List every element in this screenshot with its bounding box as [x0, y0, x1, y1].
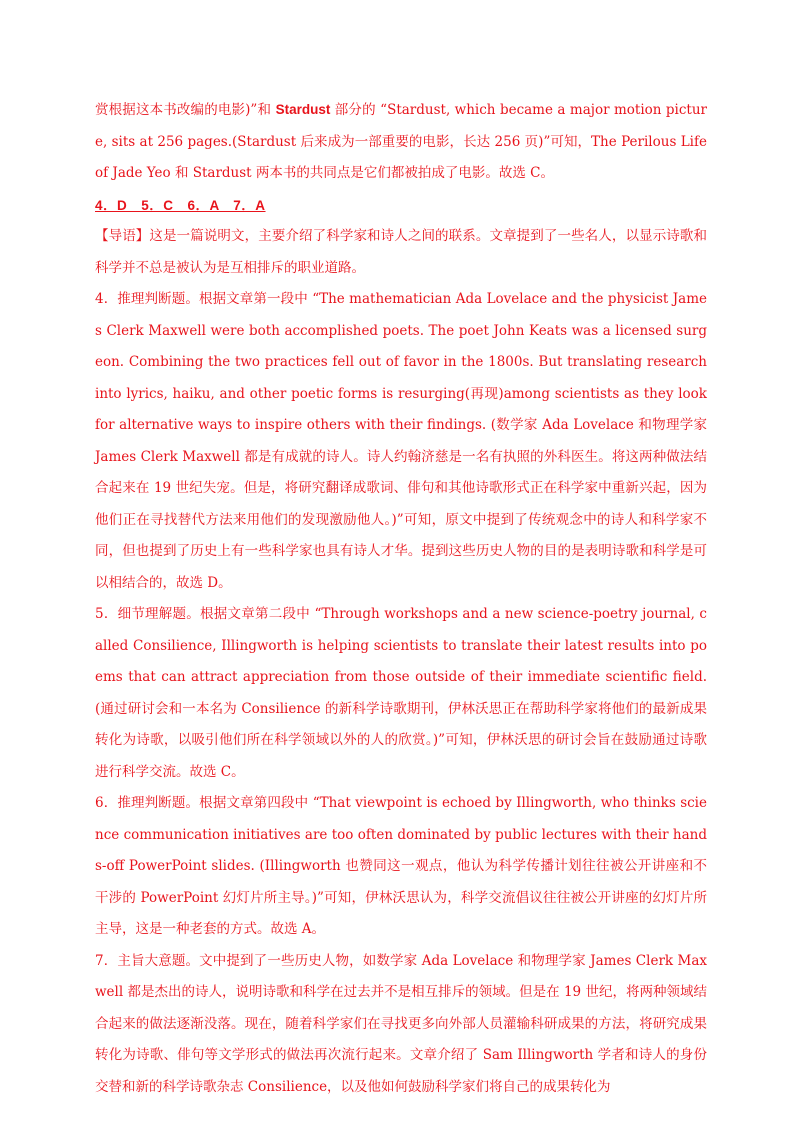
document-body	[95, 94, 707, 1103]
intro-text-part2: 部分的 “Stardust, which became a major motion picture, sits at 256 pages.(Stardust 后来成为一部重要的电影，长达 256 页)”可知，The Perilous Life of Jade Yeo 和 Stardust 两本书的共同点是它们都被拍成了电影。故选 C。	[95, 102, 707, 181]
answer-key: 4．D 5．C 6．A 7．A	[95, 197, 266, 213]
question-4-explanation: 4．推理判断题。根据文章第一段中 “The mathematician Ada Lovelace and the physicist James Clerk Maxwell were both accomplished poets. The poet John Keats was a licensed surgeon. Combining the two practices fell out of favor in the 1800s. But translating research into lyrics, haiku, and other poetic forms is resurging(再现)among scientists as they look for alternative ways to inspire others with their findings. (数学家 Ada Lovelace 和物理学家 James Clerk Maxwell 都是有成就的诗人。诗人约翰济慈是一名有执照的外科医生。将这两种做法结合起来在 19 世纪失宠。但是，将研究翻译成歌词、俳句和其他诗歌形式正在科学家中重新兴起，因为他们正在寻找替代方法来用他们的发现激励他人。)”可知，原文中提到了传统观念中的诗人和科学家不同，但也提到了历史上有一些科学家也具有诗人才华。提到这些历史人物的目的是表明诗歌和科学是可以相结合的，故选 D。	[95, 291, 707, 591]
guide-paragraph: 【导语】这是一篇说明文，主要介绍了科学家和诗人之间的联系。文章提到了一些名人，以显示诗歌和科学并不总是被认为是互相排斥的职业道路。	[95, 228, 707, 276]
stardust-bold: Stardust	[275, 102, 331, 117]
question-7-explanation: 7．主旨大意题。文中提到了一些历史人物，如数学家 Ada Lovelace 和物理学家 James Clerk Maxwell 都是杰出的诗人，说明诗歌和科学在过去并不是相互排斥的领域。但是在 19 世纪，将两种领域结合起来的做法逐渐没落。现在，随着科学家们在寻找更多向外部人员灌输科研成果的方法，将研究成果转化为诗歌、俳句等文学形式的做法再次流行起来。文章介绍了 Sam Illingworth 学者和诗人的身份交替和新的科学诗歌杂志 Consilience，以及他如何鼓励科学家们将自己的成果转化为	[95, 952, 707, 1095]
intro-paragraph	[95, 94, 707, 190]
intro-text-part1: 赏根据这本书改编的电影)”和	[95, 102, 276, 118]
question-6-explanation: 6．推理判断题。根据文章第四段中 “That viewpoint is echoed by Illingworth, who thinks science communication initiatives are too often dominated by public lectures with their hands-off PowerPoint slides. (Illingworth 也赞同这一观点，他认为科学传播计划往往被公开讲座和不干涉的 PowerPoint 幻灯片所主导。)”可知，伊林沃思认为，科学交流倡议往往被公开讲座的幻灯片所主导，这是一种老套的方式。故选 A。	[95, 795, 707, 937]
question-5-explanation: 5．细节理解题。根据文章第二段中 “Through workshops and a new science-poetry journal, called Consilience, Illingworth is helping scientists to translate their latest results into poems that can attract appreciation from those outside of their immediate scientific field. (通过研讨会和一本名为 Consilience 的新科学诗歌期刊，伊林沃思正在帮助科学家将他们的最新成果转化为诗歌，以吸引他们所在科学领域以外的人的欣赏。)”可知，伊林沃思的研讨会旨在鼓励通过诗歌进行科学交流。故选 C。	[95, 606, 707, 780]
